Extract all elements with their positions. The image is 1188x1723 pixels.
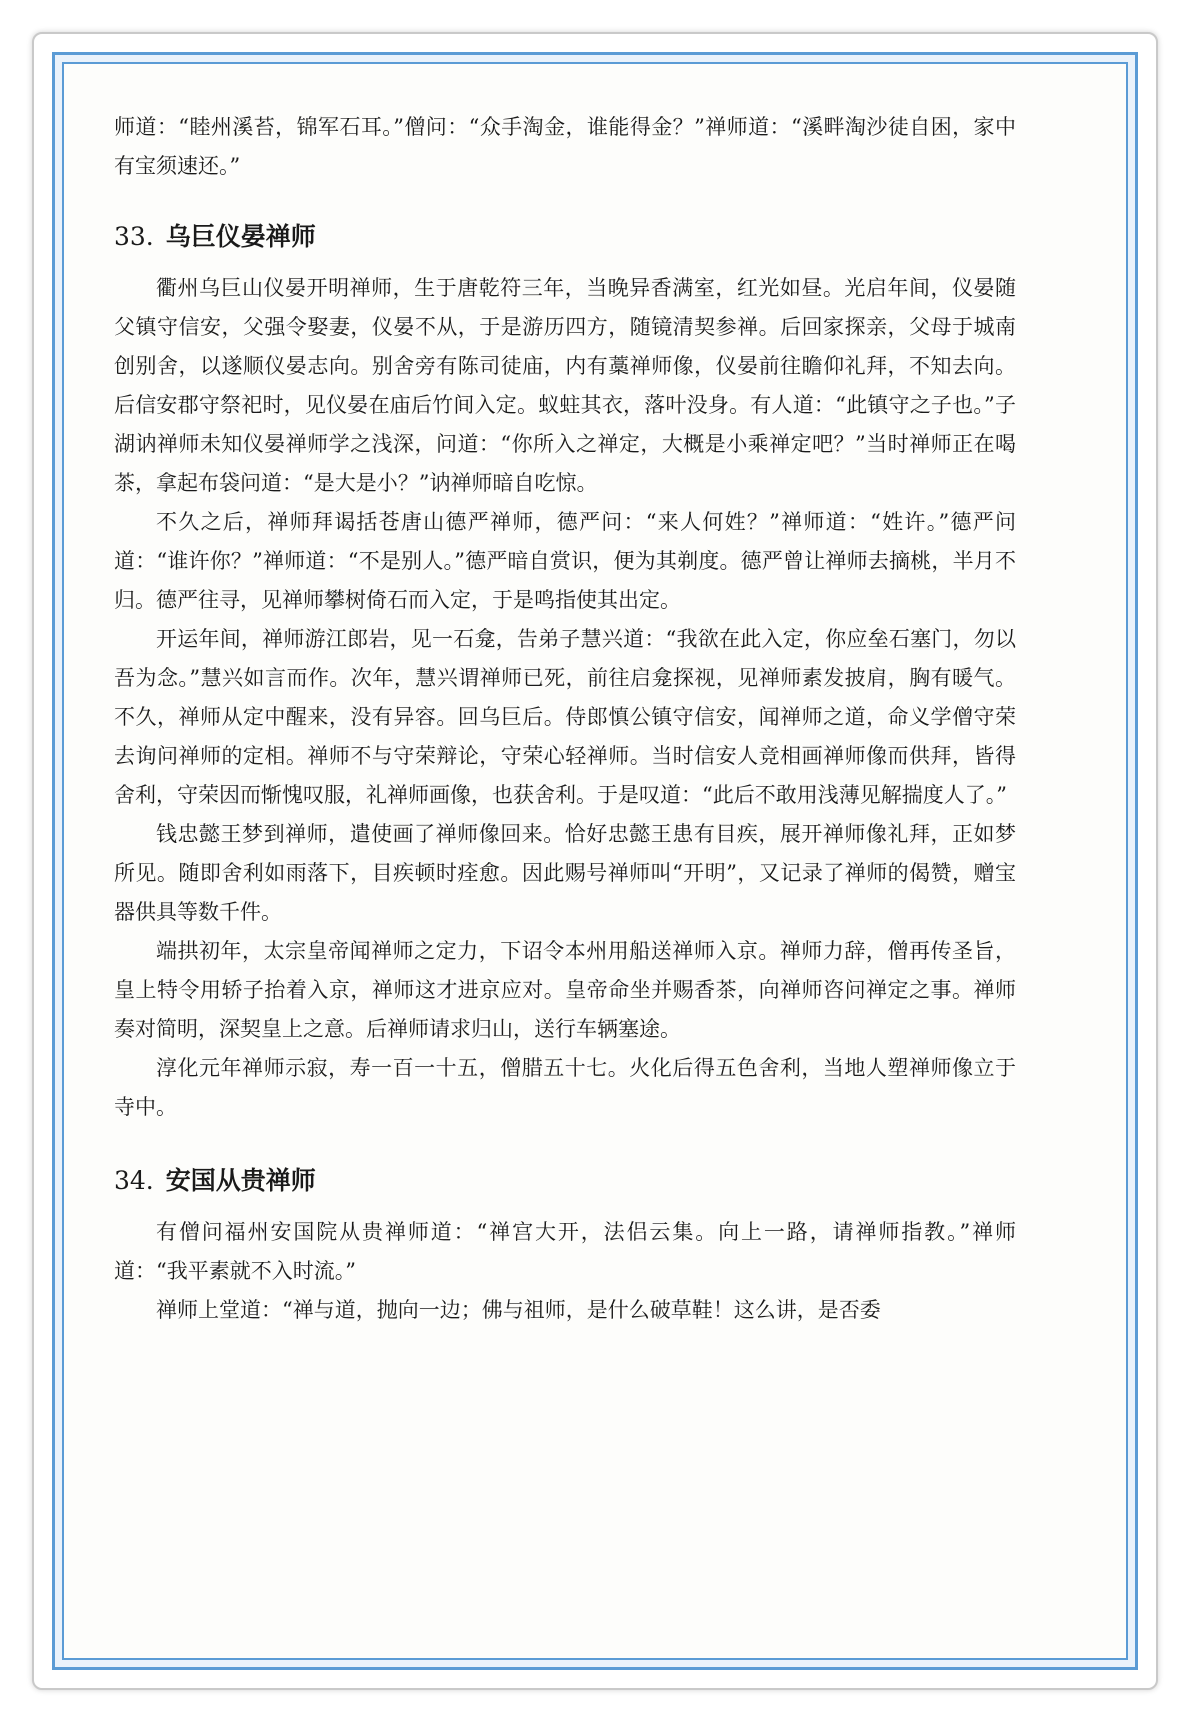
section-33-paragraph: 开运年间，禅师游江郎岩，见一石龛，告弟子慧兴道：“我欲在此入定，你应垒石塞门，勿以吾为念。”慧兴如言而作。次年，慧兴谓禅师已死，前往启龛探视，见禅师素发披肩，胸有暖气。不久，禅师从定中醒来，没有异容。回乌巨后。侍郎慎公镇守信安，闻禅师之道，命义学僧守荣去询问禅师的定相。禅师不与守荣辩论，守荣心轻禅师。当时信安人竞相画禅师像而供拜，皆得舍利，守荣因而惭愧叹服，礼禅师画像，也获舍利。于是叹道：“此后不敢用浅薄见解揣度人了。” (114, 627, 1016, 807)
section-33-paragraph: 淳化元年禅师示寂，寿一百一十五，僧腊五十七。火化后得五色舍利，当地人塑禅师像立于寺中。 (114, 1056, 1016, 1119)
section-34-title: 安国从贵禅师 (165, 1166, 316, 1195)
page-text (114, 108, 1016, 1330)
section-34-paragraph: 禅师上堂道：“禅与道，抛向一边；佛与祖师，是什么破草鞋！这么讲，是否委 (156, 1298, 881, 1322)
section-33-paragraph: 端拱初年，太宗皇帝闻禅师之定力，下诏令本州用船送禅师入京。禅师力辞，僧再传圣旨，皇上特令用轿子抬着入京，禅师这才进京应对。皇帝命坐并赐香茶，向禅师咨问禅定之事。禅师奏对简明，深契皇上之意。后禅师请求归山，送行车辆塞途。 (114, 939, 1016, 1041)
section-34-paragraph: 有僧问福州安国院从贵禅师道：“禅宫大开，法侣云集。向上一路，请禅师指教。”禅师道：“我平素就不入时流。” (114, 1220, 1016, 1283)
section-34-heading (114, 1161, 1016, 1201)
section-33-paragraph: 不久之后，禅师拜谒括苍唐山德严禅师，德严问：“来人何姓？”禅师道：“姓许。”德严问道：“谁许你？”禅师道：“不是别人。”德严暗自赏识，便为其剃度。德严曾让禅师去摘桃，半月不归。德严往寻，见禅师攀树倚石而入定，于是鸣指使其出定。 (114, 510, 1016, 612)
section-33-title: 乌巨仪晏禅师 (165, 222, 316, 251)
section-33-number: 33. (114, 222, 154, 251)
section-34-number: 34. (114, 1166, 154, 1195)
opening-paragraph: 师道：“睦州溪苔，锦军石耳。”僧问：“众手淘金，谁能得金？”禅师道：“溪畔淘沙徒自困，家中有宝须速还。” (114, 115, 1016, 178)
section-33-heading (114, 217, 1016, 257)
section-33-paragraph: 衢州乌巨山仪晏开明禅师，生于唐乾符三年，当晚异香满室，红光如昼。光启年间，仪晏随父镇守信安，父强令娶妻，仪晏不从，于是游历四方，随镜清契参禅。后回家探亲，父母于城南创别舍，以遂顺仪晏志向。别舍旁有陈司徒庙，内有藁禅师像，仪晏前往瞻仰礼拜，不知去向。后信安郡守祭祀时，见仪晏在庙后竹间入定。蚁蛀其衣，落叶没身。有人道：“此镇守之子也。”子湖讷禅师未知仪晏禅师学之浅深，问道：“你所入之禅定，大概是小乘禅定吧？”当时禅师正在喝茶，拿起布袋问道：“是大是小？”讷禅师暗自吃惊。 (114, 276, 1016, 495)
section-33-paragraph: 钱忠懿王梦到禅师，遣使画了禅师像回来。恰好忠懿王患有目疾，展开禅师像礼拜，正如梦所见。随即舍利如雨落下，目疾顿时痊愈。因此赐号禅师叫“开明”，又记录了禅师的偈赞，赠宝器供具等数千件。 (114, 822, 1016, 924)
